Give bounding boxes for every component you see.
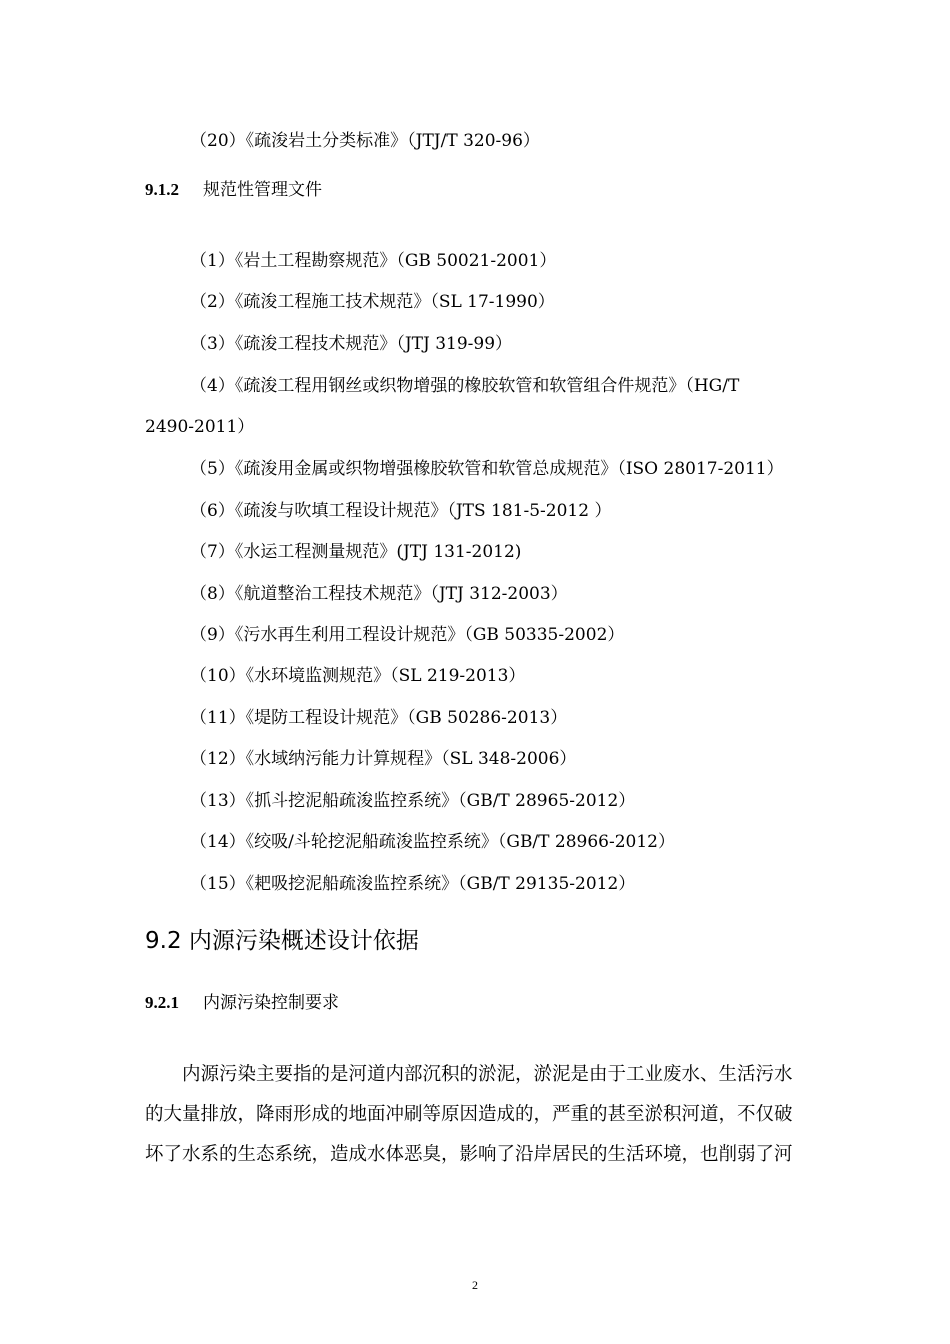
list-item-14: （14）《绞吸/斗轮挖泥船疏浚监控系统》（GB/T 28966-2012）	[190, 832, 675, 852]
list-item-4: （4）《疏浚工程用钢丝或织物增强的橡胶软管和软管组合件规范》（HG/T	[190, 376, 740, 396]
subsection-number: 9.2.1	[145, 993, 179, 1012]
paragraph-line-3: 坏了水系的生态系统，造成水体恶臭，影响了沿岸居民的生活环境，也削弱了河	[145, 1144, 793, 1165]
list-item-12: （12）《水域纳污能力计算规程》（SL 348-2006）	[190, 749, 577, 769]
list-item-20: （20）《疏浚岩土分类标准》（JTJ/T 320-96）	[190, 131, 540, 151]
list-item-6: （6）《疏浚与吹填工程设计规范》（JTS 181-5-2012 ）	[190, 501, 612, 521]
subsection-title: 内源污染控制要求	[203, 993, 339, 1013]
subsection-heading-9-2-1	[145, 992, 339, 1014]
list-item-2: （2）《疏浚工程施工技术规范》（SL 17-1990）	[190, 292, 555, 312]
subsection-number: 9.1.2	[145, 180, 179, 199]
page-number: 2	[472, 1278, 478, 1292]
paragraph-line-1: 内源污染主要指的是河道内部沉积的淤泥，淤泥是由于工业废水、生活污水	[182, 1064, 793, 1085]
list-item-3: （3）《疏浚工程技术规范》（JTJ 319-99）	[190, 334, 513, 354]
list-item-11: （11）《堤防工程设计规范》（GB 50286-2013）	[190, 708, 568, 728]
list-item-8: （8）《航道整治工程技术规范》（JTJ 312-2003）	[190, 584, 568, 604]
list-item-10: （10）《水环境监测规范》（SL 219-2013）	[190, 666, 526, 686]
list-item-15: （15）《耙吸挖泥船疏浚监控系统》（GB/T 29135-2012）	[190, 874, 636, 894]
paragraph-line-2: 的大量排放，降雨形成的地面冲刷等原因造成的，严重的甚至淤积河道，不仅破	[145, 1104, 793, 1125]
section-heading-9-2: 9.2 内源污染概述设计依据	[145, 928, 419, 954]
list-item-7: （7）《水运工程测量规范》(JTJ 131-2012)	[190, 542, 522, 562]
list-item-9: （9）《污水再生利用工程设计规范》（GB 50335-2002）	[190, 625, 625, 645]
subsection-title: 规范性管理文件	[203, 180, 322, 200]
list-item-13: （13）《抓斗挖泥船疏浚监控系统》（GB/T 28965-2012）	[190, 791, 636, 811]
list-item-1: （1）《岩土工程勘察规范》（GB 50021-2001）	[190, 251, 557, 271]
subsection-heading-9-1-2	[145, 179, 322, 201]
list-item-5: （5）《疏浚用金属或织物增强橡胶软管和软管总成规范》（ISO 28017-2011）	[190, 459, 784, 479]
list-item-4-continuation: 2490-2011）	[145, 417, 255, 437]
